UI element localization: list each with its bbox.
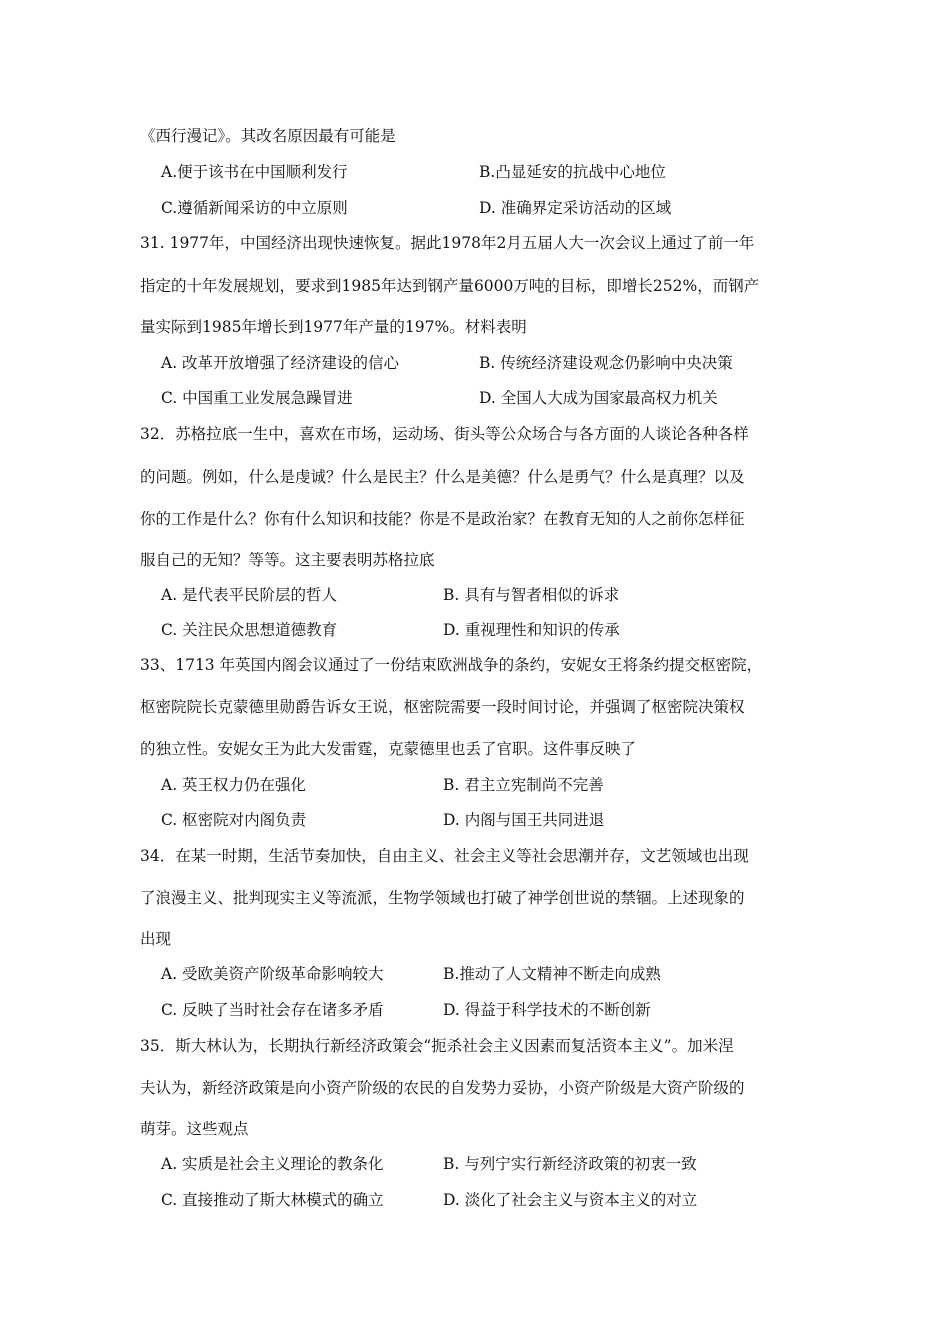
option-b: B.推动了人文精神不断走向成熟 — [443, 965, 661, 983]
question-text-line: 指定的十年发展规划，要求到1985年达到钢产量6000万吨的目标，即增长252%，而钢产 — [140, 277, 760, 295]
option-c: C. 关注民众思想道德教育 — [161, 621, 338, 639]
option-d: D. 准确界定采访活动的区域 — [479, 199, 672, 217]
option-a: A. 受欧美资产阶级革命影响较大 — [161, 965, 384, 983]
question-text-line: 33、1713 年英国内阁会议通过了一份结束欧洲战争的条约，安妮女王将条约提交枢密院， — [140, 656, 763, 674]
question-text-line: 量实际到1985年增长到1977年产量的197%。材料表明 — [140, 318, 527, 336]
option-a: A.便于该书在中国顺利发行 — [161, 163, 348, 181]
option-c: C. 直接推动了斯大林模式的确立 — [161, 1191, 384, 1209]
question-text-line: 你的工作是什么？你有什么知识和技能？你是不是政治家？在教育无知的人之前你怎样征 — [140, 510, 745, 528]
question-text-line: 35．斯大林认为，长期执行新经济政策会“扼杀社会主义因素而复活资本主义”。加米涅 — [140, 1037, 734, 1055]
option-c: C. 中国重工业发展急躁冒进 — [161, 389, 353, 407]
option-c: C.遵循新闻采访的中立原则 — [161, 199, 348, 217]
question-text-line: 萌芽。这些观点 — [140, 1120, 249, 1138]
option-b: B. 具有与智者相似的诉求 — [443, 586, 620, 604]
option-a: A. 改革开放增强了经济建设的信心 — [161, 354, 400, 372]
option-d: D. 内阁与国王共同进退 — [443, 811, 605, 829]
option-d: D. 重视理性和知识的传承 — [443, 621, 620, 639]
question-text-line: 31. 1977年，中国经济出现快速恢复。据此1978年2月五届人大一次会议上通过了前一年 — [140, 234, 755, 252]
question-text-line: 出现 — [140, 930, 172, 948]
option-d: D. 全国人大成为国家最高权力机关 — [479, 389, 718, 407]
option-c: C. 枢密院对内阁负责 — [161, 811, 307, 829]
question-text-line: 的问题。例如，什么是虔诚？什么是民主？什么是美德？什么是勇气？什么是真理？以及 — [140, 468, 745, 486]
option-a: A. 是代表平民阶层的哲人 — [161, 586, 338, 604]
option-a: A. 实质是社会主义理论的教条化 — [161, 1155, 384, 1173]
option-b: B. 传统经济建设观念仍影响中央决策 — [479, 354, 733, 372]
question-text-line: 服自己的无知？等等。这主要表明苏格拉底 — [140, 551, 435, 569]
question-text-line: 了浪漫主义、批判现实主义等流派，生物学领域也打破了神学创世说的禁锢。上述现象的 — [140, 889, 745, 907]
option-d: D. 淡化了社会主义与资本主义的对立 — [443, 1191, 698, 1209]
option-d: D. 得益于科学技术的不断创新 — [443, 1001, 651, 1019]
option-a: A. 英王权力仍在强化 — [161, 776, 307, 794]
question-text-line: 夫认为，新经济政策是向小资产阶级的农民的自发势力妥协，小资产阶级是大资产阶级的 — [140, 1079, 745, 1097]
option-b: B.凸显延安的抗战中心地位 — [479, 163, 666, 181]
option-b: B. 与列宁实行新经济政策的初衷一致 — [443, 1155, 697, 1173]
option-c: C. 反映了当时社会存在诸多矛盾 — [161, 1001, 384, 1019]
question-text-line: 34．在某一时期，生活节奏加快，自由主义、社会主义等社会思潮并存，文艺领域也出现 — [140, 847, 749, 865]
question-text-line: 的独立性。安妮女王为此大发雷霆，克蒙德里也丢了官职。这件事反映了 — [140, 740, 637, 758]
question-text-line: 枢密院院长克蒙德里勋爵告诉女王说，枢密院需要一段时间讨论，并强调了枢密院决策权 — [140, 698, 745, 716]
option-b: B. 君主立宪制尚不完善 — [443, 776, 604, 794]
question-text-line: 《西行漫记》。其改名原因最有可能是 — [140, 127, 396, 145]
question-text-line: 32．苏格拉底一生中，喜欢在市场，运动场、街头等公众场合与各方面的人谈论各种各样 — [140, 425, 749, 443]
